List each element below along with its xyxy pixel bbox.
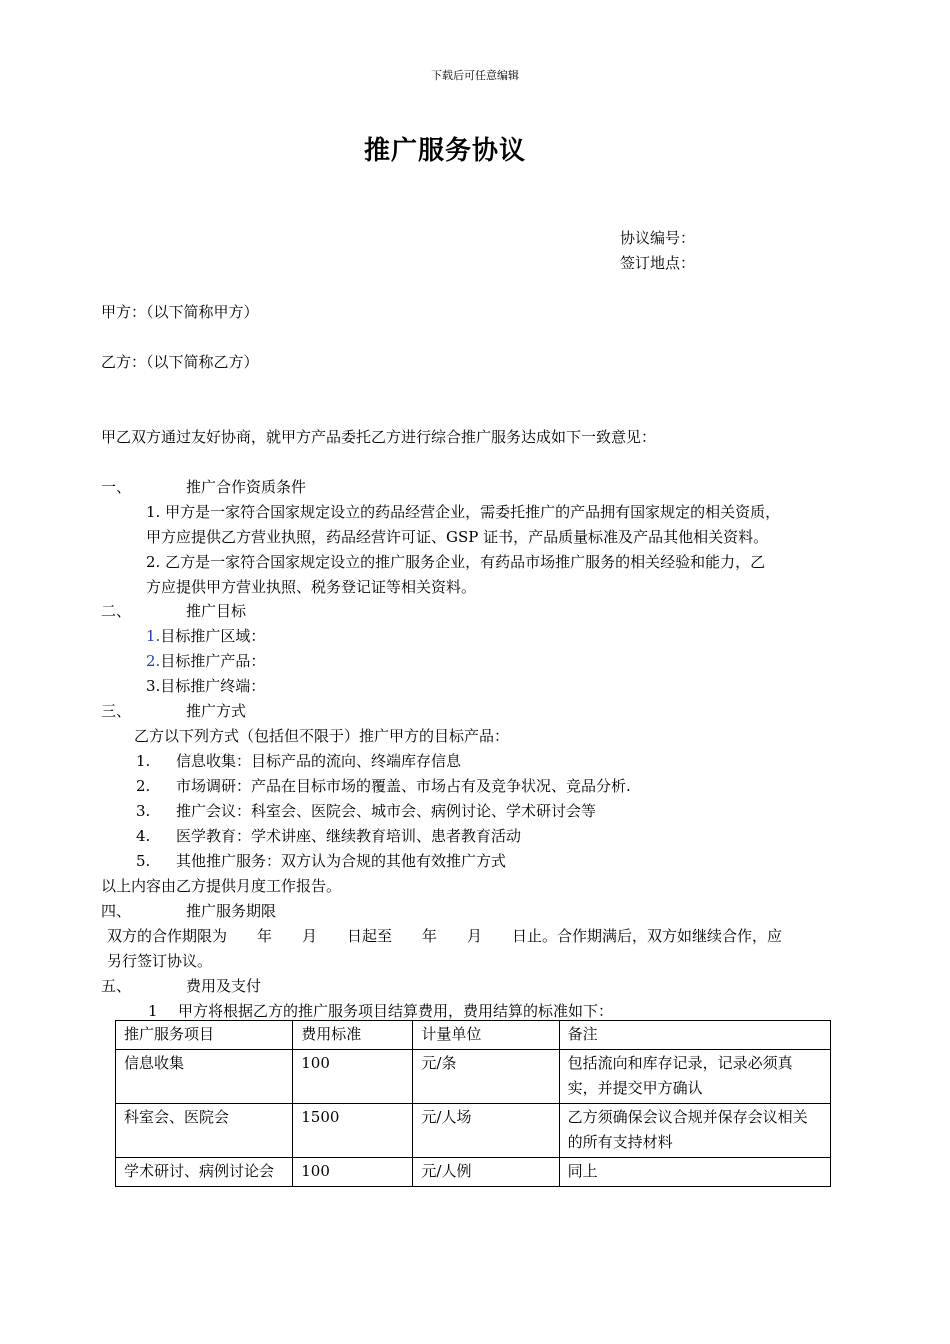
method-item-text: 医学教育：学术讲座、继续教育培训、患者教育活动 bbox=[176, 827, 522, 845]
section-4-number: 四、 bbox=[101, 902, 132, 920]
section-5-heading bbox=[101, 976, 261, 996]
table-header-cell: 费用标准 bbox=[293, 1021, 413, 1050]
document-title: 推广服务协议 bbox=[363, 136, 526, 166]
section-1-p1-line2: 甲方应提供乙方营业执照，药品经营许可证、GSP 证书，产品质量标准及产品其他相关资料。 bbox=[146, 528, 769, 546]
method-item-number: 5. bbox=[136, 852, 151, 870]
table-cell: 元/人例 bbox=[413, 1158, 559, 1187]
section-1-heading bbox=[101, 477, 306, 497]
section-4-heading bbox=[101, 901, 276, 921]
table-header-cell: 备注 bbox=[559, 1021, 830, 1050]
table-cell: 100 bbox=[293, 1050, 413, 1104]
table-cell: 科室会、医院会 bbox=[116, 1104, 293, 1158]
method-item bbox=[136, 826, 521, 846]
section-5-lead-text: 甲方将根据乙方的推广服务项目结算费用，费用结算的标准如下： bbox=[178, 1002, 614, 1020]
target-product-number: 2. bbox=[146, 652, 161, 670]
section-3-lead: 乙方以下列方式（包括但不限于）推广甲方的目标产品： bbox=[134, 727, 510, 745]
section-2-number: 二、 bbox=[101, 602, 132, 620]
target-region-item bbox=[146, 626, 265, 646]
section-4-title: 推广服务期限 bbox=[186, 902, 277, 920]
fee-table bbox=[115, 1020, 831, 1187]
target-terminal-item: 3.目标推广终端： bbox=[146, 677, 266, 695]
section-1-title: 推广合作资质条件 bbox=[186, 478, 307, 496]
section-1-p2-line2: 方应提供甲方营业执照、税务登记证等相关资料。 bbox=[146, 578, 477, 596]
method-item-text: 其他推广服务：双方认为合规的其他有效推广方式 bbox=[176, 852, 507, 870]
method-item-text: 市场调研：产品在目标市场的覆盖、市场占有及竞争状况、竞品分析. bbox=[176, 777, 631, 795]
party-b: 乙方：（以下简称乙方） bbox=[101, 353, 259, 371]
method-item bbox=[136, 751, 461, 771]
method-item-text: 信息收集：目标产品的流向、终端库存信息 bbox=[176, 752, 462, 770]
method-item-number: 1. bbox=[136, 752, 151, 770]
section-3-title: 推广方式 bbox=[186, 702, 247, 720]
section-2-heading bbox=[101, 601, 246, 621]
table-row bbox=[116, 1158, 831, 1187]
header-note: 下载后可任意编辑 bbox=[431, 69, 519, 82]
section-1-p2-line1: 2. 乙方是一家符合国家规定设立的推广服务企业，有药品市场推广服务的相关经验和能力，乙 bbox=[146, 553, 766, 571]
section-3-after: 以上内容由乙方提供月度工作报告。 bbox=[101, 877, 342, 895]
section-1-p1-line1: 1. 甲方是一家符合国家规定设立的药品经营企业，需委托推广的产品拥有国家规定的相关资质， bbox=[146, 503, 781, 521]
method-item-text: 推广会议：科室会、医院会、城市会、病例讨论、学术研讨会等 bbox=[176, 802, 597, 820]
target-product-text: 目标推广产品： bbox=[160, 652, 266, 670]
table-header-cell: 计量单位 bbox=[413, 1021, 559, 1050]
section-3-heading bbox=[101, 701, 246, 721]
method-item bbox=[136, 776, 631, 796]
table-cell: 同上 bbox=[559, 1158, 830, 1187]
target-product-item bbox=[146, 651, 265, 671]
target-region-text: 目标推广区域： bbox=[160, 627, 266, 645]
table-cell: 元/条 bbox=[413, 1050, 559, 1104]
table-cell: 元/人场 bbox=[413, 1104, 559, 1158]
table-cell: 学术研讨、病例讨论会 bbox=[116, 1158, 293, 1187]
table-cell: 乙方须确保会议合规并保存会议相关的所有支持材料 bbox=[559, 1104, 830, 1158]
table-row bbox=[116, 1050, 831, 1104]
table-row bbox=[116, 1104, 831, 1158]
method-item-number: 4. bbox=[136, 827, 151, 845]
method-item-number: 3. bbox=[136, 802, 151, 820]
section-4-line1: 双方的合作期限为 年 月 日起至 年 月 日止。合作期满后，双方如继续合作，应 bbox=[107, 927, 783, 945]
table-cell: 1500 bbox=[293, 1104, 413, 1158]
target-region-number: 1. bbox=[146, 627, 161, 645]
section-4-line2: 另行签订协议。 bbox=[107, 952, 213, 970]
section-3-number: 三、 bbox=[101, 702, 132, 720]
section-2-title: 推广目标 bbox=[186, 602, 247, 620]
method-item bbox=[136, 801, 596, 821]
table-header-row bbox=[116, 1021, 831, 1050]
method-item bbox=[136, 851, 506, 871]
section-1-number: 一、 bbox=[101, 478, 132, 496]
table-cell: 信息收集 bbox=[116, 1050, 293, 1104]
table-cell: 包括流向和库存记录，记录必须真实，并提交甲方确认 bbox=[559, 1050, 830, 1104]
table-cell: 100 bbox=[293, 1158, 413, 1187]
section-5-lead-number: 1 bbox=[148, 1002, 158, 1020]
section-5-number: 五、 bbox=[101, 977, 132, 995]
table-header-cell: 推广服务项目 bbox=[116, 1021, 293, 1050]
sign-place-label: 签订地点： bbox=[620, 254, 696, 272]
party-a: 甲方：（以下简称甲方） bbox=[101, 303, 259, 321]
intro-paragraph: 甲乙双方通过友好协商，就甲方产品委托乙方进行综合推广服务达成如下一致意见： bbox=[101, 428, 657, 446]
method-item-number: 2. bbox=[136, 777, 151, 795]
agreement-number-label: 协议编号： bbox=[620, 229, 696, 247]
section-5-lead bbox=[148, 1001, 613, 1021]
section-5-title: 费用及支付 bbox=[186, 977, 262, 995]
